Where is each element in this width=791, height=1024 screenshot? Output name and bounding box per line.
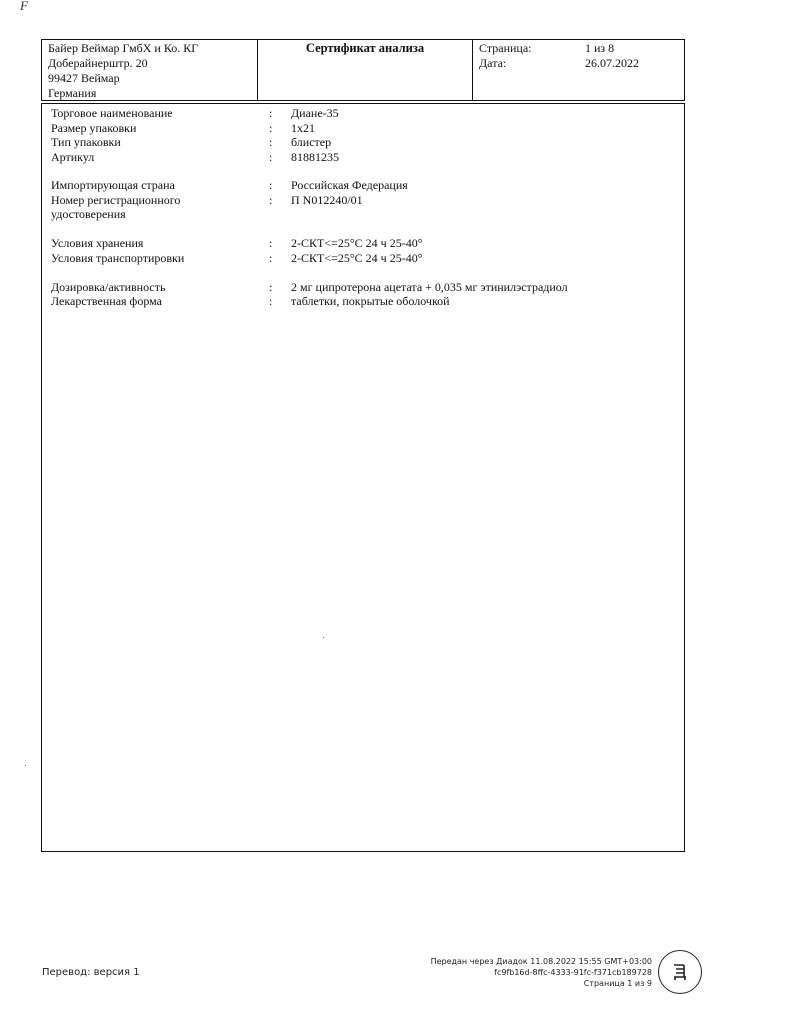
page-label: Страница: [479,41,532,55]
scan-speck [25,765,26,766]
field-colon: : [269,193,273,207]
field-colon: : [269,236,273,250]
page-value: 1 из 8 [585,41,615,55]
field-value: Диане-35 [291,106,339,120]
field-value: 1x21 [291,121,315,135]
field-colon: : [269,135,273,149]
field-value: Российская Федерация [291,178,408,192]
field-label: Дозировка/активность [51,280,166,294]
company-country: Германия [48,86,97,100]
diadoc-page-number: Страница 1 из 9 [583,979,652,988]
field-label: Торговое наименование [51,106,173,120]
diadoc-document-id: fc9fb16d-8ffc-4333-91fc-f371cb189728 [494,968,652,977]
field-value: 2-СКТ<=25°C 24 ч 25-40° [291,236,423,250]
company-address [42,40,258,100]
diadoc-logo-icon [658,950,702,994]
field-value: 81881235 [291,150,339,164]
field-colon: : [269,294,273,308]
field-value: блистер [291,135,332,149]
diadoc-sent-via: Передан через Диадок 11.08.2022 15:55 GMT+03:00 [430,957,652,966]
company-street: Доберайнерштр. 20 [48,56,148,70]
field-label: Импортирующая страна [51,178,175,192]
field-value: таблетки, покрытые оболочкой [291,294,450,308]
company-city: 99427 Веймар [48,71,120,85]
field-colon: : [269,150,273,164]
field-colon: : [269,121,273,135]
field-label: Условия хранения [51,236,144,250]
diadoc-logo-glyph [670,962,690,982]
field-colon: : [269,178,273,192]
field-label: Размер упаковки [51,121,137,135]
document-title: Сертификат анализа [258,40,473,100]
field-label: Номер регистрационного удостоверения [51,193,181,221]
field-colon: : [269,251,273,265]
field-label: Лекарственная форма [51,294,162,308]
document-meta [473,40,684,100]
field-value: 2-СКТ<=25°C 24 ч 25-40° [291,251,423,265]
field-colon: : [269,280,273,294]
date-label: Дата: [479,56,507,70]
field-value: П N012240/01 [291,193,363,207]
translation-version: Перевод: версия 1 [42,967,140,978]
field-label: Артикул [51,150,95,164]
field-colon: : [269,106,273,120]
date-value: 26.07.2022 [585,56,639,70]
diadoc-transfer-info [431,956,652,989]
document-header [41,39,685,101]
company-name: Байер Веймар ГмбХ и Ко. КГ [48,41,199,55]
scan-handwritten-mark: F [20,0,28,13]
field-value: 2 мг ципротерона ацетата + 0,035 мг этинилэстрадиол [291,280,568,294]
field-label: Условия транспортировки [51,251,185,265]
field-label: Тип упаковки [51,135,121,149]
certificate-body [41,103,685,852]
